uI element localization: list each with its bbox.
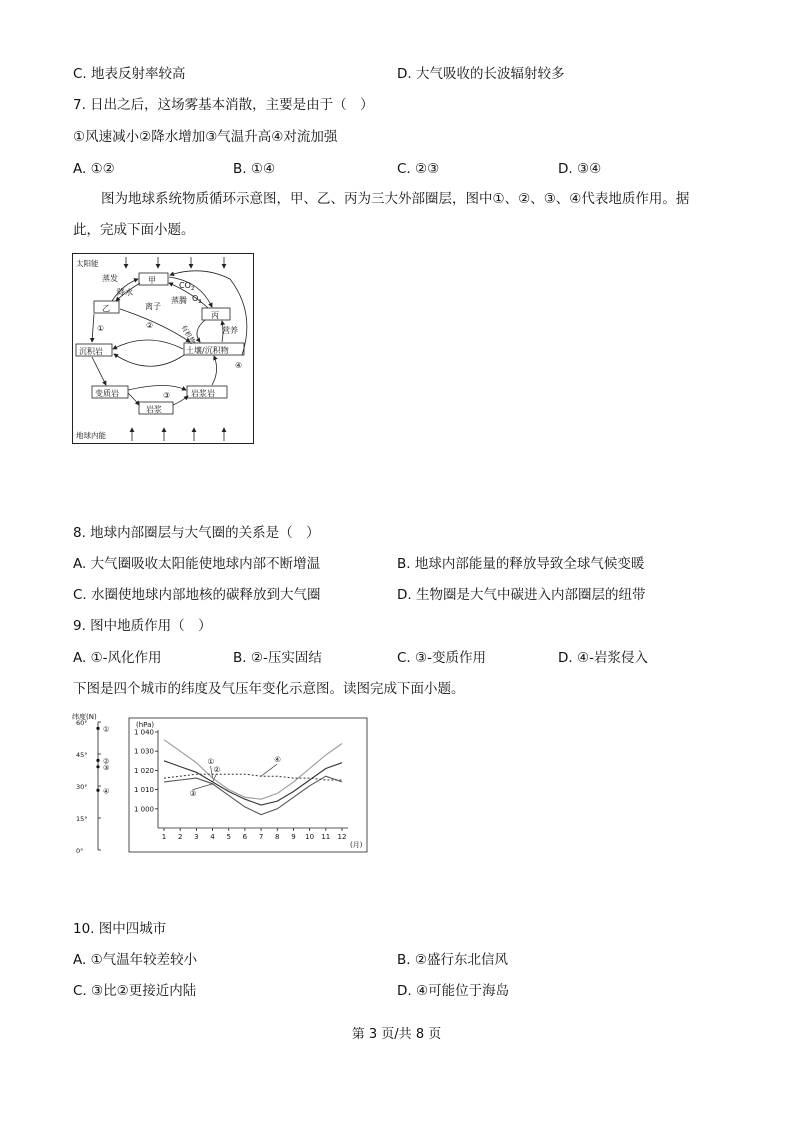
label-o2: $O_2$ bbox=[192, 294, 202, 305]
q9-option-a: A. ①-风化作用 bbox=[73, 650, 162, 666]
q7-option-b: B. ①④ bbox=[233, 161, 276, 177]
q8-stem: 8. 地球内部圈层与大气圈的关系是（ ） bbox=[73, 525, 320, 541]
label-yi: 乙 bbox=[102, 304, 110, 313]
y-tick-label: 1 030 bbox=[133, 747, 154, 756]
material-cycle-diagram bbox=[72, 253, 254, 448]
x-tick-label: 11 bbox=[321, 833, 331, 841]
intro1-line2: 此，完成下面小题。 bbox=[73, 222, 195, 238]
q6-option-d: D. 大气吸收的长波辐射较多 bbox=[397, 66, 565, 82]
label-sedimentary-rock: 沉积岩 bbox=[79, 347, 103, 356]
latitude-scale bbox=[72, 712, 109, 854]
city-latitude-label: ④ bbox=[103, 787, 110, 796]
series-label: ③ bbox=[189, 788, 197, 798]
q7-option-a: A. ①② bbox=[73, 161, 115, 177]
label-bing: 丙 bbox=[211, 311, 219, 320]
pressure-chart-frame bbox=[129, 718, 367, 852]
q8-option-c: C. 水圈使地球内部地核的碳释放到大气圈 bbox=[73, 587, 321, 603]
sun-energy-label: 太阳能 bbox=[76, 259, 99, 268]
city-latitude-label: ② bbox=[103, 757, 110, 766]
x-tick-label: 3 bbox=[194, 833, 199, 841]
x-tick-label: 8 bbox=[275, 833, 280, 841]
x-tick-label: 10 bbox=[305, 833, 315, 841]
latitude-tick-label: 60° bbox=[76, 719, 88, 727]
y-tick-label: 1 020 bbox=[133, 766, 154, 775]
label-num-2: ② bbox=[146, 321, 154, 330]
label-jia: 甲 bbox=[148, 276, 156, 285]
series-label: ② bbox=[213, 764, 221, 774]
x-tick-label: 12 bbox=[337, 833, 347, 841]
x-tick-label: 7 bbox=[258, 833, 264, 841]
q8-option-a: A. 大气圈吸收太阳能使地球内部不断增温 bbox=[73, 556, 321, 572]
q10-option-c: C. ③比②更接近内陆 bbox=[73, 983, 197, 999]
x-tick-label: 2 bbox=[177, 833, 183, 841]
q7-choices: ①风速减小②降水增加③气温升高④对流加强 bbox=[73, 129, 338, 145]
q9-option-b: B. ②-压实固结 bbox=[233, 650, 322, 666]
q9-option-c: C. ③-变质作用 bbox=[397, 650, 486, 666]
series-label: ④ bbox=[274, 755, 281, 765]
latitude-tick-label: 15° bbox=[76, 815, 88, 823]
city-latitude-dot bbox=[96, 727, 99, 730]
q10-option-a: A. ①气温年较差较小 bbox=[73, 952, 198, 968]
y-tick-label: 1 040 bbox=[133, 728, 154, 737]
label-soil: 土壤/沉积物 bbox=[186, 346, 229, 355]
latitude-tick-label: 45° bbox=[76, 751, 88, 759]
page-footer: 第 3 页/共 8 页 bbox=[351, 1027, 442, 1042]
intro1-line1: 图为地球系统物质循环示意图，甲、乙、丙为三大外部圈层，图中①、②、③、④代表地质作用。据 bbox=[101, 191, 690, 207]
q10-option-b: B. ②盛行东北信风 bbox=[397, 952, 508, 968]
x-tick-label: 5 bbox=[226, 833, 231, 841]
label-metamorphic-rock: 变质岩 bbox=[95, 389, 119, 398]
latitude-pressure-figure bbox=[72, 712, 368, 858]
city-latitude-dot bbox=[96, 789, 99, 792]
q7-option-d: D. ③④ bbox=[558, 161, 602, 177]
label-nutrients: 营养 bbox=[222, 326, 238, 335]
latitude-title: 纬度(N) bbox=[72, 713, 97, 721]
label-num-4: ④ bbox=[235, 361, 243, 370]
city-latitude-dot bbox=[96, 759, 99, 762]
latitude-tick-label: 0° bbox=[76, 847, 84, 854]
x-tick-label: 1 bbox=[161, 833, 167, 841]
y-tick-label: 1 010 bbox=[133, 786, 154, 795]
label-num-3: ③ bbox=[163, 391, 171, 400]
intro2: 下图是四个城市的纬度及气压年变化示意图。读图完成下面小题。 bbox=[73, 681, 465, 697]
q10-option-d: D. ④可能位于海岛 bbox=[397, 983, 510, 999]
city-latitude-label: ① bbox=[103, 725, 110, 734]
label-transpiration: 蒸腾 bbox=[171, 296, 187, 305]
q7-stem: 7. 日出之后，这场雾基本消散，主要是由于（ ） bbox=[73, 97, 374, 113]
x-tick-label: 9 bbox=[291, 833, 296, 841]
x-tick-label: 4 bbox=[210, 833, 215, 841]
q6-option-c: C. 地表反射率较高 bbox=[73, 66, 186, 82]
y-axis-unit: (hPa) bbox=[136, 721, 155, 729]
label-magma: 岩浆 bbox=[146, 405, 162, 414]
x-tick-label: 6 bbox=[242, 833, 248, 841]
y-tick-label: 1 000 bbox=[133, 805, 154, 814]
x-axis-unit: (月) bbox=[350, 841, 363, 849]
latitude-tick-label: 30° bbox=[76, 783, 88, 791]
label-co2: $CO_2$ bbox=[179, 281, 195, 292]
label-num-1: ① bbox=[97, 324, 105, 333]
label-ions: 离子 bbox=[145, 302, 161, 311]
q8-option-d: D. 生物圈是大气中碳进入内部圈层的纽带 bbox=[397, 587, 646, 603]
q7-option-c: C. ②③ bbox=[397, 161, 440, 177]
q9-stem: 9. 图中地质作用（ ） bbox=[73, 618, 212, 634]
q9-option-d: D. ④-岩浆侵入 bbox=[558, 650, 648, 666]
series-label: ① bbox=[207, 757, 215, 767]
q10-stem: 10. 图中四城市 bbox=[73, 921, 167, 937]
label-evaporation: 蒸发 bbox=[102, 274, 118, 283]
label-precipitation: 降水 bbox=[117, 288, 133, 297]
label-organic: 有机物 bbox=[179, 323, 197, 346]
q8-option-b: B. 地球内部能量的释放导致全球气候变暖 bbox=[397, 556, 645, 572]
label-igneous: 岩浆岩 bbox=[191, 389, 215, 398]
city-latitude-label: ③ bbox=[103, 763, 110, 772]
city-latitude-dot bbox=[96, 765, 99, 768]
earth-energy-label: 地球内能 bbox=[76, 431, 106, 440]
